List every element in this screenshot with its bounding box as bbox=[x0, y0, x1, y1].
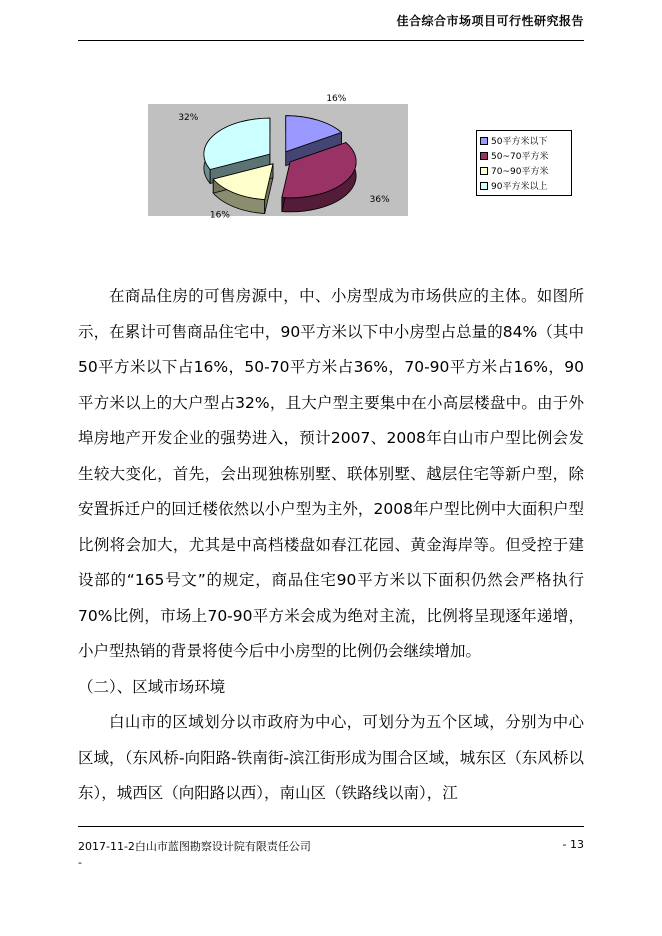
legend-label: 90平方米以上 bbox=[491, 182, 548, 192]
legend-label: 50平方米以下 bbox=[491, 137, 548, 147]
footer-page-number: - 13 bbox=[562, 838, 584, 851]
body-text bbox=[78, 279, 584, 812]
page-header-title: 佳合综合市场项目可行性研究报告 bbox=[396, 14, 584, 28]
legend-swatch bbox=[480, 182, 488, 190]
legend-item bbox=[480, 178, 568, 193]
pie-chart bbox=[140, 93, 578, 230]
pie-data-label: 16% bbox=[209, 210, 230, 221]
section-heading: （二）、区域市场环境 bbox=[78, 677, 226, 696]
legend-swatch bbox=[480, 137, 488, 145]
pie-data-label: 32% bbox=[178, 112, 199, 123]
chart-legend bbox=[476, 130, 572, 196]
legend-label: 50~70平方米 bbox=[491, 152, 549, 162]
legend-item bbox=[480, 148, 568, 163]
legend-item bbox=[480, 163, 568, 178]
section-paragraph: 白山市的区域划分以市政府为中心，可划分为五个区域，分别为中心区域，（东风桥-向阳路-铁南街-滨江街形成为围合区域，城东区（东风桥以东），城西区（向阳路以西），南山区（铁路线以南），江 bbox=[78, 713, 584, 802]
legend-item bbox=[480, 133, 568, 148]
legend-swatch bbox=[480, 152, 488, 160]
footer-dash: - bbox=[78, 856, 82, 869]
pie-data-label: 16% bbox=[326, 93, 347, 104]
header-rule bbox=[78, 40, 584, 41]
body-paragraph: 在商品住房的可售房源中，中、小房型成为市场供应的主体。如图所示，在累计可售商品住宅中，90平方米以下中小房型占总量的84%（其中50平方米以下占16%，50-70平方米占36%，70-90平方米占16%，90平方米以上的大户型占32%，且大户型主要集中在小高层楼盘中。由于外埠房地产开发企业的强势进入，预计2007、2008年白山市户型比例会发生较大变化，首先，会出现独栋别墅、联体别墅、越层住宅等新户型，除安置拆迁户的回迁楼依然以小户型为主外，2008年户型比例中大面积户型比例将会加大，尤其是中高档楼盘如春江花园、黄金海岸等。但受控于建设部的“165号文”的规定，商品住宅90平方米以下面积仍然会严格执行70%比例，市场上70-90平方米会成为绝对主流，比例将呈现逐年递增，小户型热销的背景将使今后中小房型的比例仍会继续增加。 bbox=[78, 287, 584, 660]
legend-swatch bbox=[480, 167, 488, 175]
footer-rule bbox=[78, 826, 584, 827]
footer-company: 2017-11-2白山市蓝图勘察设计院有限责任公司 bbox=[78, 840, 311, 853]
legend-label: 70~90平方米 bbox=[491, 167, 549, 177]
pie-data-label: 36% bbox=[369, 195, 390, 206]
pie-chart-svg bbox=[140, 93, 440, 230]
